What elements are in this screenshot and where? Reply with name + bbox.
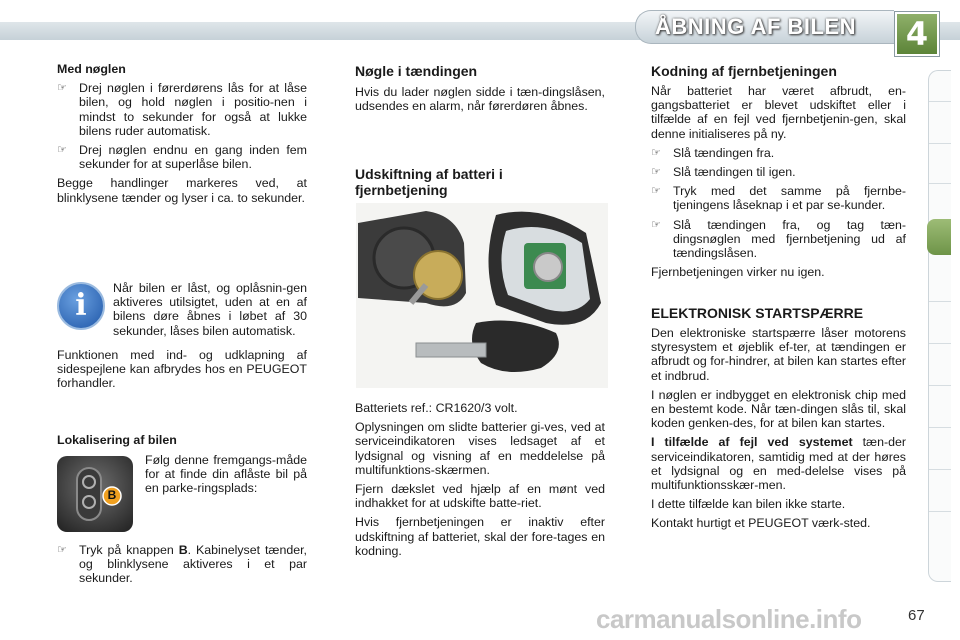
battery-text xyxy=(355,401,605,563)
tab-divider xyxy=(929,511,951,512)
immobilizer-paragraph-5: Kontakt hurtigt et PEUGEOT værk-sted. xyxy=(651,516,871,531)
locate-bullet xyxy=(57,543,307,591)
ignition-heading: Nøgle i tændingen xyxy=(355,63,478,79)
info-text: Når bilen er låst, og oplåsnin-gen aktiveres utilsigtet, uden at en af bilens døre åbnes i løbet af 30 sekunder, låses bilen automatisk. xyxy=(113,281,307,338)
info-icon: i xyxy=(57,282,105,330)
tab-divider xyxy=(929,469,951,470)
tab-divider xyxy=(929,385,951,386)
list-item: ☞ Slå tændingen fra. xyxy=(651,145,775,160)
key-bullet-2: Drej nøglen endnu en gang inden fem sekunder for at superlåse bilen. xyxy=(79,143,307,172)
chapter-tab-active[interactable] xyxy=(927,219,951,255)
hand-pointer-icon: ☞ xyxy=(651,184,661,198)
coding-outro: Fjernbetjeningen virker nu igen. xyxy=(651,265,825,280)
tab-divider xyxy=(929,427,951,428)
column-1-top xyxy=(57,62,307,210)
coding-intro: Når batteriet har været afbrudt, en-gangsbatteriet er blevet udskiftet eller i tilfælde af en fejl ved fjernbetjenin-gen, skal denne initialiseres på ny. xyxy=(651,84,906,141)
hand-pointer-icon: ☞ xyxy=(57,81,67,95)
immobilizer-heading: ELEKTRONISK STARTSPÆRRE xyxy=(651,305,864,321)
watermark: carmanualsonline.info xyxy=(596,604,862,634)
hand-pointer-icon: ☞ xyxy=(651,145,661,159)
hand-pointer-icon: ☞ xyxy=(57,143,67,157)
remote-battery-photo xyxy=(356,203,608,388)
battery-paragraph-1: Oplysningen om slidte batterier gi-ves, ved at serviceindikatoren vises ledsaget af et lydsignal og visning af en meddelelse på multifunktions-skærmen. xyxy=(355,420,605,477)
key-bullet-1: Drej nøglen i førerdørens lås for at låse bilen, og hold nøglen i positio-nen i mindst to sekunder for også at lukke bilens ruder automatisk. xyxy=(79,81,307,138)
immobilizer-paragraph-4: I dette tilfælde kan bilen ikke starte. xyxy=(651,497,846,512)
battery-reference: Batteriets ref.: CR1620/3 volt. xyxy=(355,401,518,415)
list-item xyxy=(57,143,307,171)
tab-divider xyxy=(929,183,951,184)
key-paragraph: Begge handlinger markeres ved, at blinklysene tænder og lyser i ca. to sekunder. xyxy=(57,176,307,205)
hand-pointer-icon: ☞ xyxy=(651,165,661,179)
page-title: ÅBNING AF BILEN xyxy=(655,14,857,39)
coding-heading: Kodning af fjernbetjeningen xyxy=(651,63,837,79)
remote-battery-illustration xyxy=(356,203,608,388)
key-heading: Med nøglen xyxy=(57,62,126,76)
locate-text: Følg denne fremgangs-måde for at finde din aflåste bil på en parke-ringsplads: xyxy=(145,453,307,496)
immobilizer-paragraph-3: I tilfælde af fejl ved systemet tæn-der serviceindikatoren, samtidig med at der høres et lydsignal og en med-delelse vises på multifunktionsskær-men. xyxy=(651,435,906,493)
tab-divider xyxy=(929,301,951,302)
hand-pointer-icon: ☞ xyxy=(651,217,661,231)
battery-heading: Udskiftning af batteri i fjernbetjening xyxy=(355,166,503,198)
locate-heading: Lokalisering af bilen xyxy=(57,433,177,447)
ignition-text: Hvis du lader nøglen sidde i tæn-dingslåsen, udsendes en alarm, når førerdøren åbnes. xyxy=(355,85,605,114)
battery-paragraph-3: Hvis fjernbetjeningen er inaktiv efter udskiftning af batteriet, skal der fore-tages en kodning. xyxy=(355,515,605,558)
fob-b-label: B xyxy=(107,488,117,502)
list-item: ☞ Tryk på knappen B. Kabinelyset tænder, og blinklysene aktiveres i et par sekunder. xyxy=(57,543,308,586)
key-fob-image xyxy=(57,456,133,532)
list-item xyxy=(57,81,307,138)
info-paragraph-2: Funktionen med ind- og udklapning af sidespejlene kan afbrydes hos en PEUGEOT forhandler. xyxy=(57,348,307,391)
button-b-label: B xyxy=(178,543,188,557)
list-item: ☞ Tryk med det samme på fjernbe-tjeningens låseknap i et par se-kunder. xyxy=(651,184,906,213)
immobilizer-section xyxy=(651,326,906,536)
list-item: ☞ Slå tændingen til igen. xyxy=(651,165,796,180)
list-item: ☞ Slå tændingen fra, og tag tæn-dingsnøglen med fjernbetjening ud af tændingslåsen. xyxy=(651,217,906,261)
immobilizer-paragraph-1: Den elektroniske startspærre låser motorens styresystem et øjeblik ef-ter, at tændingen er afbrudt og for-hindrer, at bilen kan startes efter et indbrud. xyxy=(651,326,906,383)
immobilizer-paragraph-2: I nøglen er indbygget en elektronisk chip med en bestemt kode. Når tæn-dingen slås til, skal koden genken-des, for at bilen kan startes. xyxy=(651,387,906,431)
tab-divider xyxy=(929,143,951,144)
key-fob-drawing xyxy=(57,456,133,532)
hand-pointer-icon: ☞ xyxy=(57,543,67,556)
battery-paragraph-2: Fjern dækslet ved hjælp af en mønt ved indhakket for at udskifte batte-riet. xyxy=(355,482,605,511)
coding-section xyxy=(651,84,906,284)
tab-divider xyxy=(929,343,951,344)
tab-divider xyxy=(929,101,951,102)
chapter-tabs xyxy=(928,70,951,582)
chapter-number: 4 xyxy=(895,12,939,56)
page-number: 67 xyxy=(908,607,925,624)
